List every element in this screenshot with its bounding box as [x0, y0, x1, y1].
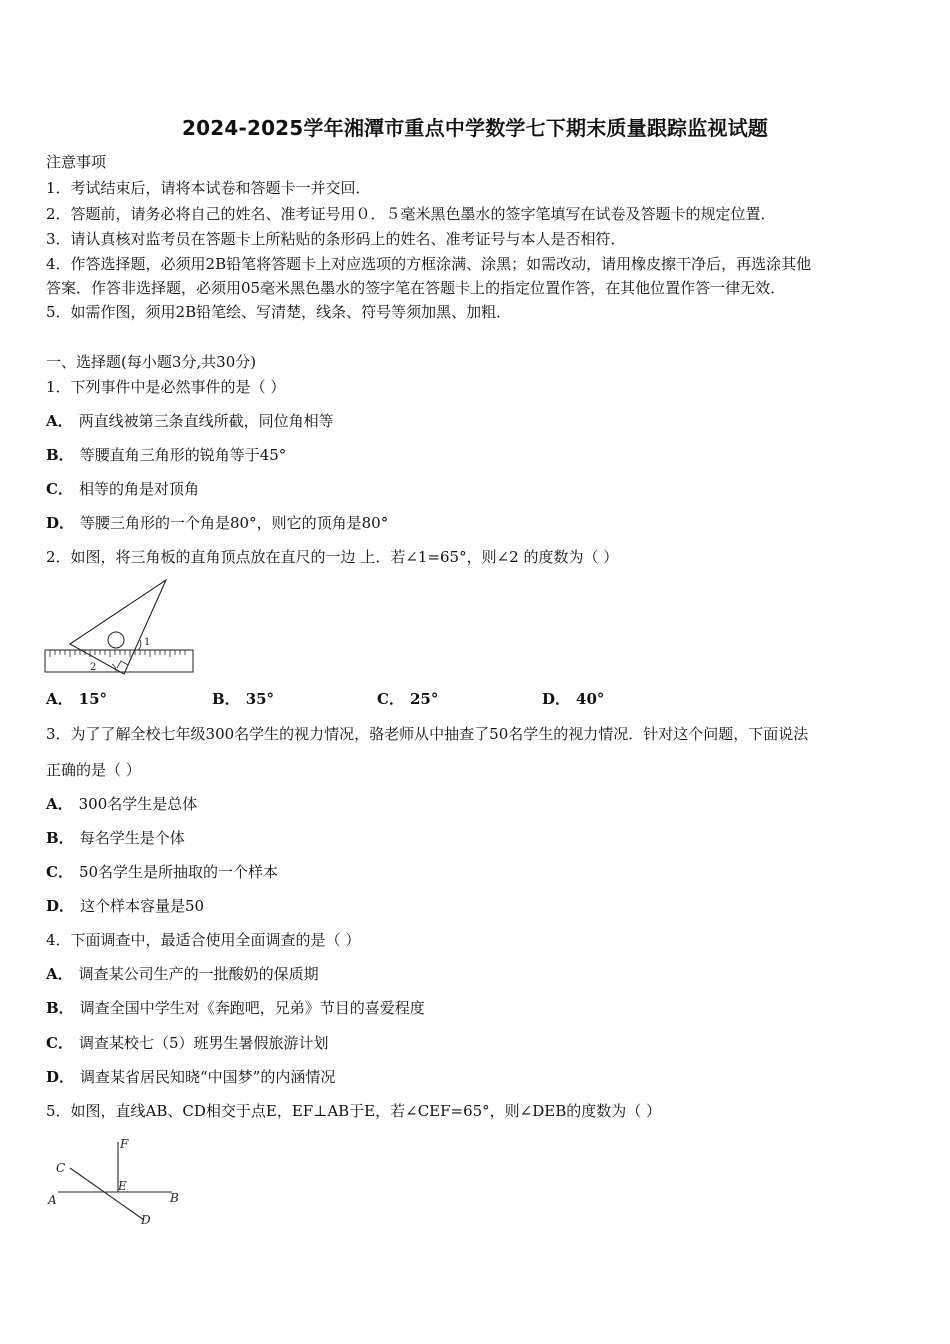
label-f: F — [120, 1137, 129, 1151]
option-text: 25° — [409, 690, 439, 708]
option-text: 等腰直角三角形的锐角等于45° — [79, 446, 287, 464]
q4-stem: 4．下面调查中，最适合使用全面调查的是（ ） — [46, 931, 361, 949]
option-text: 这个样本容量是50 — [80, 897, 205, 915]
notice-item-5: 5．如需作图，须用2B铅笔绘、写清楚，线条、符号等须加黑、加粗． — [46, 303, 512, 321]
notice-item-1: 1．考试结束后，请将本试卷和答题卡一并交回． — [46, 179, 371, 197]
option-text: 每名学生是个体 — [79, 829, 185, 847]
notice-item-2: 2．答题前，请务必将自己的姓名、准考证号用０．５毫米黑色墨水的签字笔填写在试卷及答题卡的规定位置． — [46, 205, 776, 223]
q1-option-a — [46, 411, 334, 431]
right-angle-mark — [117, 661, 128, 668]
option-label: B． — [46, 446, 74, 464]
label-d: D — [141, 1213, 151, 1227]
q1-option-d — [46, 513, 388, 533]
angle-1-label: 1 — [144, 637, 151, 648]
q3-stem-line1: 3．为了了解全校七年级300名学生的视力情况，骆老师从中抽查了50名学生的视力情况．针对这个问题，下面说法 — [46, 725, 809, 743]
option-text: 等腰三角形的一个角是80°，则它的顶角是80° — [80, 514, 389, 532]
q3-stem-line2: 正确的是（ ） — [46, 761, 141, 779]
label-e: E — [118, 1179, 127, 1193]
option-label: D． — [46, 897, 75, 915]
option-text: 调查全国中学生对《奔跑吧，兄弟》节目的喜爱程度 — [79, 999, 425, 1017]
option-text: 调查某校七（5）班男生暑假旅游计划 — [78, 1034, 329, 1052]
option-label: D． — [46, 1068, 75, 1086]
section-header: 一、选择题(每小题3分,共30分) — [46, 353, 257, 371]
option-label: A． — [46, 690, 73, 708]
q4-option-c — [46, 1033, 329, 1053]
q1-option-b — [46, 445, 286, 465]
q4-option-b — [46, 998, 425, 1018]
option-label: C． — [46, 480, 73, 498]
option-label: A． — [46, 795, 73, 813]
option-text: 调查某省居民知晓“中国梦”的内涵情况 — [80, 1068, 336, 1086]
option-text: 调查某公司生产的一批酸奶的保质期 — [78, 965, 319, 983]
option-text: 15° — [78, 690, 108, 708]
q1-option-c — [46, 479, 199, 499]
q2-option-d — [542, 689, 604, 709]
option-label: D． — [542, 690, 571, 708]
option-label: A． — [46, 412, 73, 430]
option-text: 50名学生是所抽取的一个样本 — [78, 863, 279, 881]
q2-figure-triangle-ruler — [44, 578, 196, 678]
set-square — [70, 580, 166, 674]
option-label: B． — [46, 829, 74, 847]
exam-title: 2024-2025学年湘潭市重点中学数学七下期末质量跟踪监视试题 — [181, 116, 769, 140]
option-label: C． — [377, 690, 404, 708]
q5-stem: 5．如图，直线AB、CD相交于点E，EF⊥AB于E，若∠CEF=65°，则∠DEB的度数为（ ） — [46, 1102, 662, 1120]
notice-heading: 注意事项 — [46, 153, 107, 171]
label-c: C — [56, 1161, 66, 1175]
q3-option-c — [46, 862, 278, 882]
option-label: D． — [46, 514, 75, 532]
label-b: B — [170, 1191, 179, 1205]
option-text: 35° — [245, 690, 275, 708]
option-label: C． — [46, 1034, 73, 1052]
option-label: A． — [46, 965, 73, 983]
angle-2-label: 2 — [90, 662, 97, 673]
option-label: C． — [46, 863, 73, 881]
notice-item-4: 4．作答选择题，必须用2B铅笔将答题卡上对应选项的方框涂满、涂黑；如需改动，请用橡皮擦干净后，再选涂其他 — [46, 255, 812, 273]
q2-option-c — [377, 689, 438, 709]
option-text: 两直线被第三条直线所截，同位角相等 — [78, 412, 334, 430]
q2-option-b — [212, 689, 274, 709]
ruler-ticks — [50, 650, 185, 657]
set-square-hole — [108, 632, 124, 648]
q4-option-a — [46, 964, 319, 984]
label-a: A — [48, 1193, 57, 1207]
q1-stem: 1．下列事件中是必然事件的是（ ） — [46, 378, 286, 396]
q2-option-a — [46, 689, 107, 709]
q3-option-d — [46, 896, 204, 916]
q3-option-a — [46, 794, 197, 814]
option-text: 40° — [576, 690, 605, 708]
option-text: 相等的角是对顶角 — [78, 480, 199, 498]
q2-stem: 2．如图，将三角板的直角顶点放在直尺的一边 上．若∠1=65°，则∠2 的度数为（ ） — [46, 548, 619, 566]
option-label: B． — [46, 999, 74, 1017]
option-text: 300名学生是总体 — [78, 795, 198, 813]
line-cd — [70, 1168, 144, 1220]
ruler — [45, 650, 193, 672]
notice-item-3: 3．请认真核对监考员在答题卡上所粘贴的条形码上的姓名、准考证号与本人是否相符． — [46, 230, 626, 248]
notice-item-4-cont: 答案．作答非选择题，必须用05毫米黑色墨水的签字笔在答题卡上的指定位置作答，在其他位置作答一律无效． — [46, 279, 786, 297]
q3-option-b — [46, 828, 185, 848]
q5-figure-intersecting-lines — [44, 1134, 194, 1234]
q4-option-d — [46, 1067, 335, 1087]
option-label: B． — [212, 690, 240, 708]
